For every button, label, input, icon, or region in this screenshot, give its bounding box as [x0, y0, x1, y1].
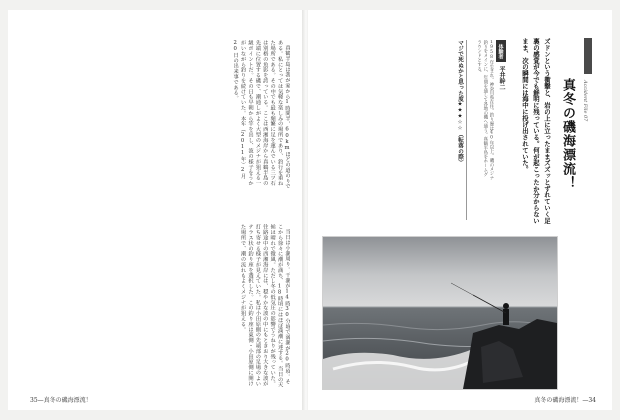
left-page: [8, 10, 304, 410]
article-lead: ズドンという衝撃と、岩の上に立ったままズズッとずれていく足裏の感覚が今でも鮮明に残っている。何が起こったか分からないまま、次の瞬間には海中に投げ出されていた。: [521, 38, 551, 224]
author-badge: 体験者: [496, 40, 506, 62]
accident-file-number: Accident File 07: [582, 80, 588, 122]
body-text-upper: [24, 40, 290, 190]
author-name: 平井幹二: [498, 66, 505, 90]
body-paragraph: 真鶴半島は我が家から1時間半、60kmほどの道のりである。私にとっては気軽な楽しみの場所であり、釣行を重ねた場所である。その中でも最も頻繁に足を運んでいる三ツ石は別格の魚影を誇っている。ここは西湘海岸から真鶴半島の先端に位置する磯で、潮通しがよく大型のメジナが狙える一級ポイントだ。その日も早朝から竿を出し、波の様子をうかがいながら釣りを続けていた。本年（2011年）2月20日の出来事である。: [232, 40, 290, 190]
body-paragraph: 当日は小潮周り。干潮が14時30分頃で満潮が20時頃。そこから徐々に潮が満ち、18時頃にはほぼ満潮に達する。当日の天候は晴れで微風。ただし冬の低気圧の影響でうねりが残っていた。往路途中の西湘海岸には、穏やかな波の中にもときおり大きな波が打ち寄せる様子が見えていた。私は小田原側の先端部の足場のよいテラス状の釣り座を選択した。この釣り座は東側・小田原側に開けた場所で、潮の流れもよくメジナが狙える。: [239, 224, 290, 388]
page-folio-left: 35—真冬の磯海漂流！: [30, 397, 92, 404]
body-text-lower: [24, 224, 290, 388]
right-page: [308, 10, 612, 410]
page-folio-right: 真冬の磯海漂流！—34: [534, 397, 596, 404]
seascape-photo: [322, 236, 558, 390]
divider: [466, 40, 467, 220]
title-accent-bar: [584, 38, 592, 74]
article-title: 真冬の磯海漂流！: [560, 78, 575, 190]
danger-rating: マジで死ぬかと思った度★★★☆☆（転落の際）: [457, 40, 463, 166]
author-bio: 1958年生まれ。神奈川県在住。釣り歴は40年以上。磯のメジナ釣りをメインに、年間を通して各地の磯へ通う。真鶴半島をホームグラウンドとする。: [476, 40, 494, 180]
